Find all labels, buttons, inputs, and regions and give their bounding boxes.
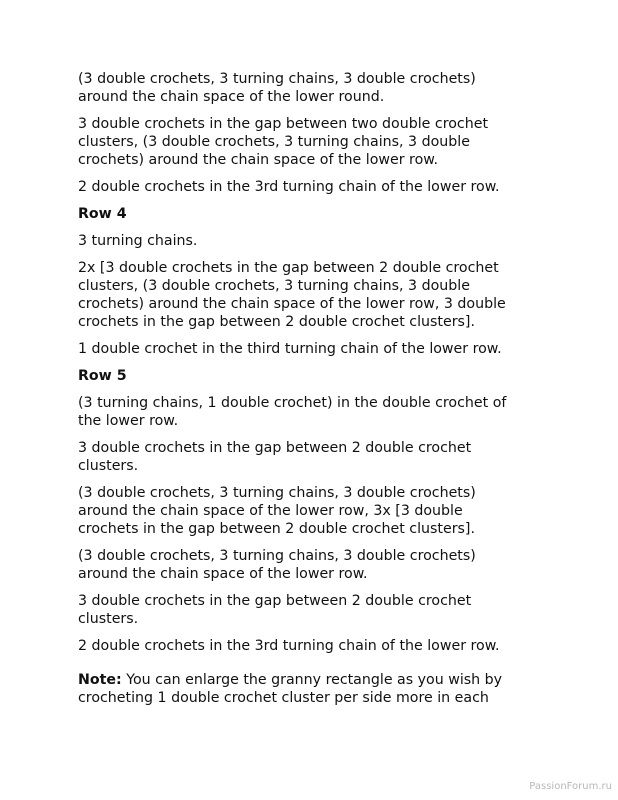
- paragraph-row5-start: (3 turning chains, 1 double crochet) in the double crochet of the lower row.: [78, 395, 507, 429]
- document-page: [78, 70, 548, 721]
- paragraph-row5-corner-repeat: (3 double crochets, 3 turning chains, 3 double crochets) around the chain space of the lower row, 3x [3 double crochets in the gap between 2 double crochet clusters].: [78, 485, 476, 537]
- paragraph-row4-repeat: 2x [3 double crochets in the gap between 2 double crochet clusters, (3 double crochets, 3 turning chains, 3 double crochets) around the chain space of the lower row, 3 double crochets in the gap between 2 double crochet clusters].: [78, 260, 506, 330]
- watermark: PassionForum.ru: [529, 781, 612, 792]
- heading-row-4: Row 4: [78, 206, 127, 222]
- paragraph-gap-clusters: 3 double crochets in the gap between two double crochet clusters, (3 double crochets, 3 turning chains, 3 double crochets) around the chain space of the lower row.: [78, 116, 489, 168]
- note-label: Note:: [78, 672, 122, 688]
- paragraph-row3-end: 2 double crochets in the 3rd turning chain of the lower row.: [78, 179, 500, 195]
- paragraph-row5-gap-2: 3 double crochets in the gap between 2 double crochet clusters.: [78, 593, 472, 627]
- paragraph-round-end: (3 double crochets, 3 turning chains, 3 double crochets) around the chain space of the lower round.: [78, 71, 476, 105]
- paragraph-row5-gap: 3 double crochets in the gap between 2 double crochet clusters.: [78, 440, 472, 474]
- note-paragraph: [78, 671, 548, 707]
- paragraph-row4-start: 3 turning chains.: [78, 233, 198, 249]
- paragraph-row4-end: 1 double crochet in the third turning chain of the lower row.: [78, 341, 502, 357]
- heading-row-5: Row 5: [78, 368, 127, 384]
- paragraph-row5-end: 2 double crochets in the 3rd turning chain of the lower row.: [78, 638, 500, 654]
- paragraph-row5-corner: (3 double crochets, 3 turning chains, 3 double crochets) around the chain space of the lower row.: [78, 548, 476, 582]
- note-text: You can enlarge the granny rectangle as you wish by crocheting 1 double crochet cluster per side more in each: [78, 672, 503, 706]
